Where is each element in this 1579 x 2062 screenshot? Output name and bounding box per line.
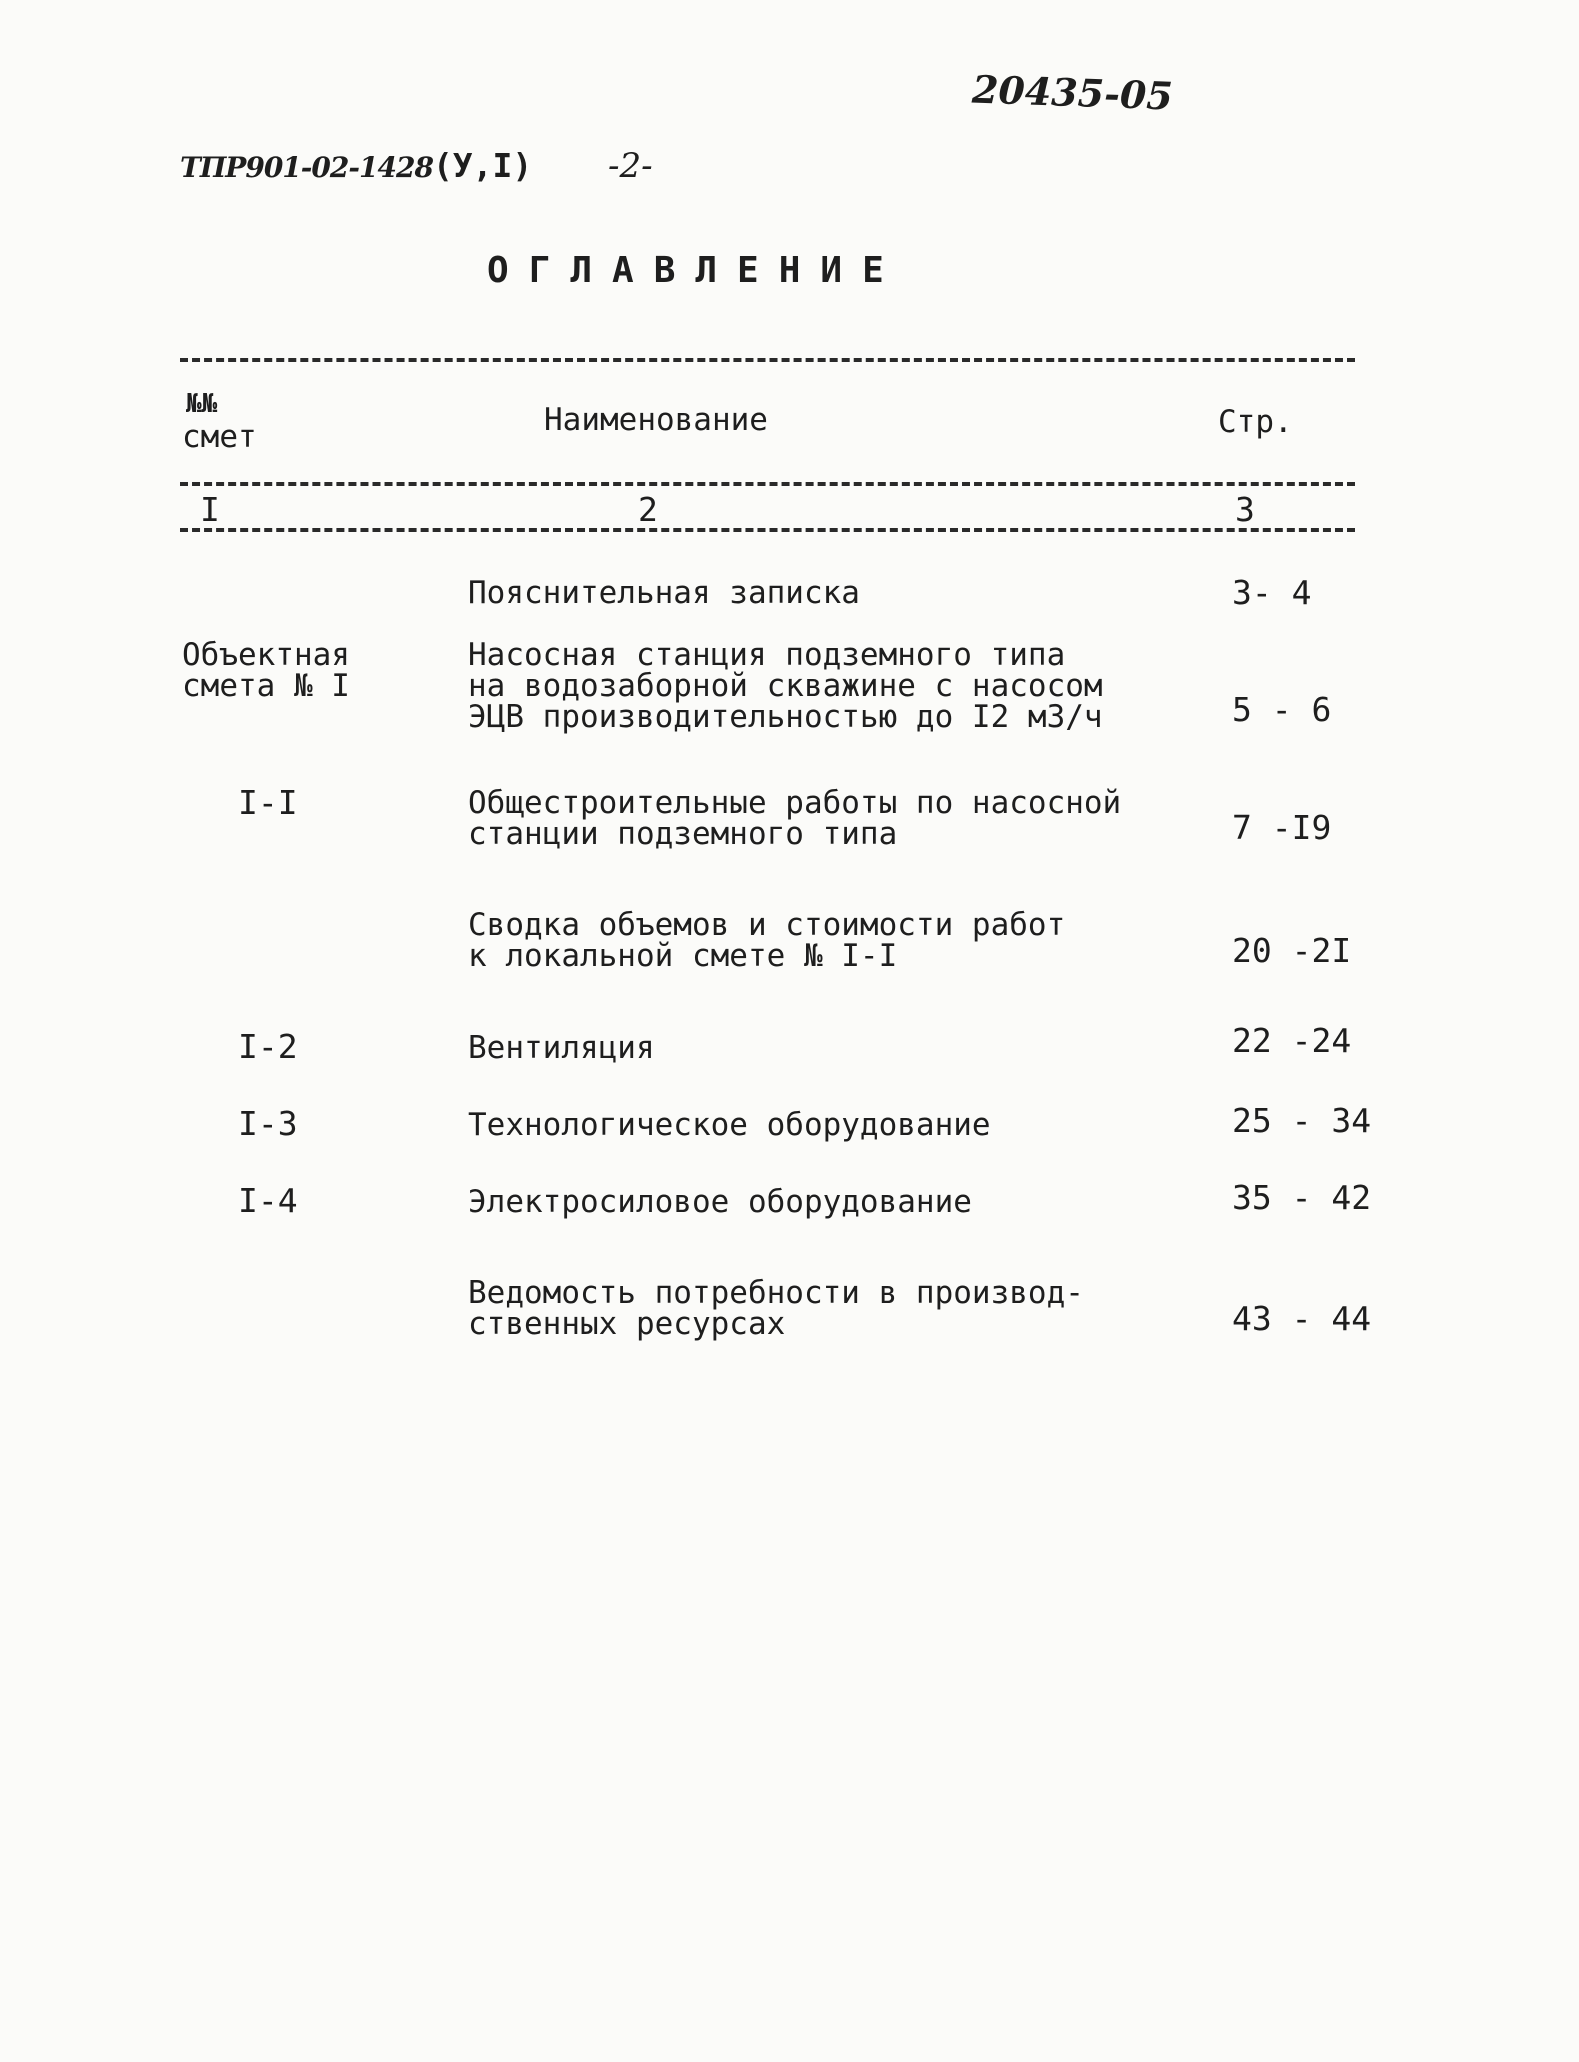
toc-row-5-pages: 25 - 34 [1232,1101,1372,1140]
toc-row-4-pages: 22 -24 [1232,1021,1352,1060]
toc-row-1-code-line1: Объектная [182,637,350,673]
header-name: Наименование [544,402,768,438]
toc-row-6-title: Электросиловое оборудование [468,1184,972,1220]
toc-row-6-code: I-4 [238,1181,298,1220]
toc-row-4-title: Вентиляция [468,1030,655,1066]
table-top-rule [180,358,1355,362]
toc-row-6-pages: 35 - 42 [1232,1178,1372,1217]
document-code-number: ТПР901-02-1428 [180,151,433,184]
document-code-suffix: (У,I) [432,146,533,185]
column-number-3: 3 [1235,490,1255,529]
toc-row-2-title-line1: Общестроительные работы по насосной [468,785,1122,821]
toc-row-7-title-line2: ственных ресурсах [468,1306,786,1342]
document-code [180,146,532,185]
toc-row-4-code: I-2 [238,1027,298,1066]
toc-row-1-code-line2: смета № I [182,668,350,704]
header-page: Стр. [1218,404,1293,440]
toc-row-7-title-line1: Ведомость потребности в производ- [468,1275,1084,1311]
toc-row-5-code: I-3 [238,1104,298,1143]
archive-number: 20435-05 [971,66,1174,119]
column-number-1: I [200,490,220,529]
toc-row-2-title-line2: станции подземного типа [468,816,898,852]
toc-row-5-title: Технологическое оборудование [468,1107,991,1143]
header-bottom-rule [180,482,1355,486]
column-number-2: 2 [638,490,658,529]
toc-row-3-pages: 20 -2I [1232,931,1352,970]
toc-row-3-title-line2: к локальной смете № I-I [468,938,898,974]
header-estimate-number [186,390,217,418]
toc-row-1-title-line2: на водозаборной скважине с насосом [468,668,1103,704]
toc-row-1-pages: 5 - 6 [1232,690,1332,729]
header-estimate-number-line1: №№ [186,389,218,419]
toc-row-0-title: Пояснительная записка [468,575,860,611]
toc-row-2-pages: 7 -I9 [1232,808,1332,847]
toc-row-3-title-line1: Сводка объемов и стоимости работ [468,907,1066,943]
page-number: -2- [608,146,653,186]
column-numbers-rule [180,528,1355,532]
toc-row-7-pages: 43 - 44 [1232,1299,1372,1338]
toc-row-0-pages: 3- 4 [1232,573,1312,612]
page-title: ОГЛАВЛЕНИЕ [487,250,904,291]
toc-row-1-title-line1: Насосная станция подземного типа [468,637,1066,673]
toc-row-2-code: I-I [238,783,298,822]
header-estimates: смет [182,419,257,455]
toc-row-1-title-line3: ЭЦВ производительностью до I2 м3/ч [468,699,1103,735]
